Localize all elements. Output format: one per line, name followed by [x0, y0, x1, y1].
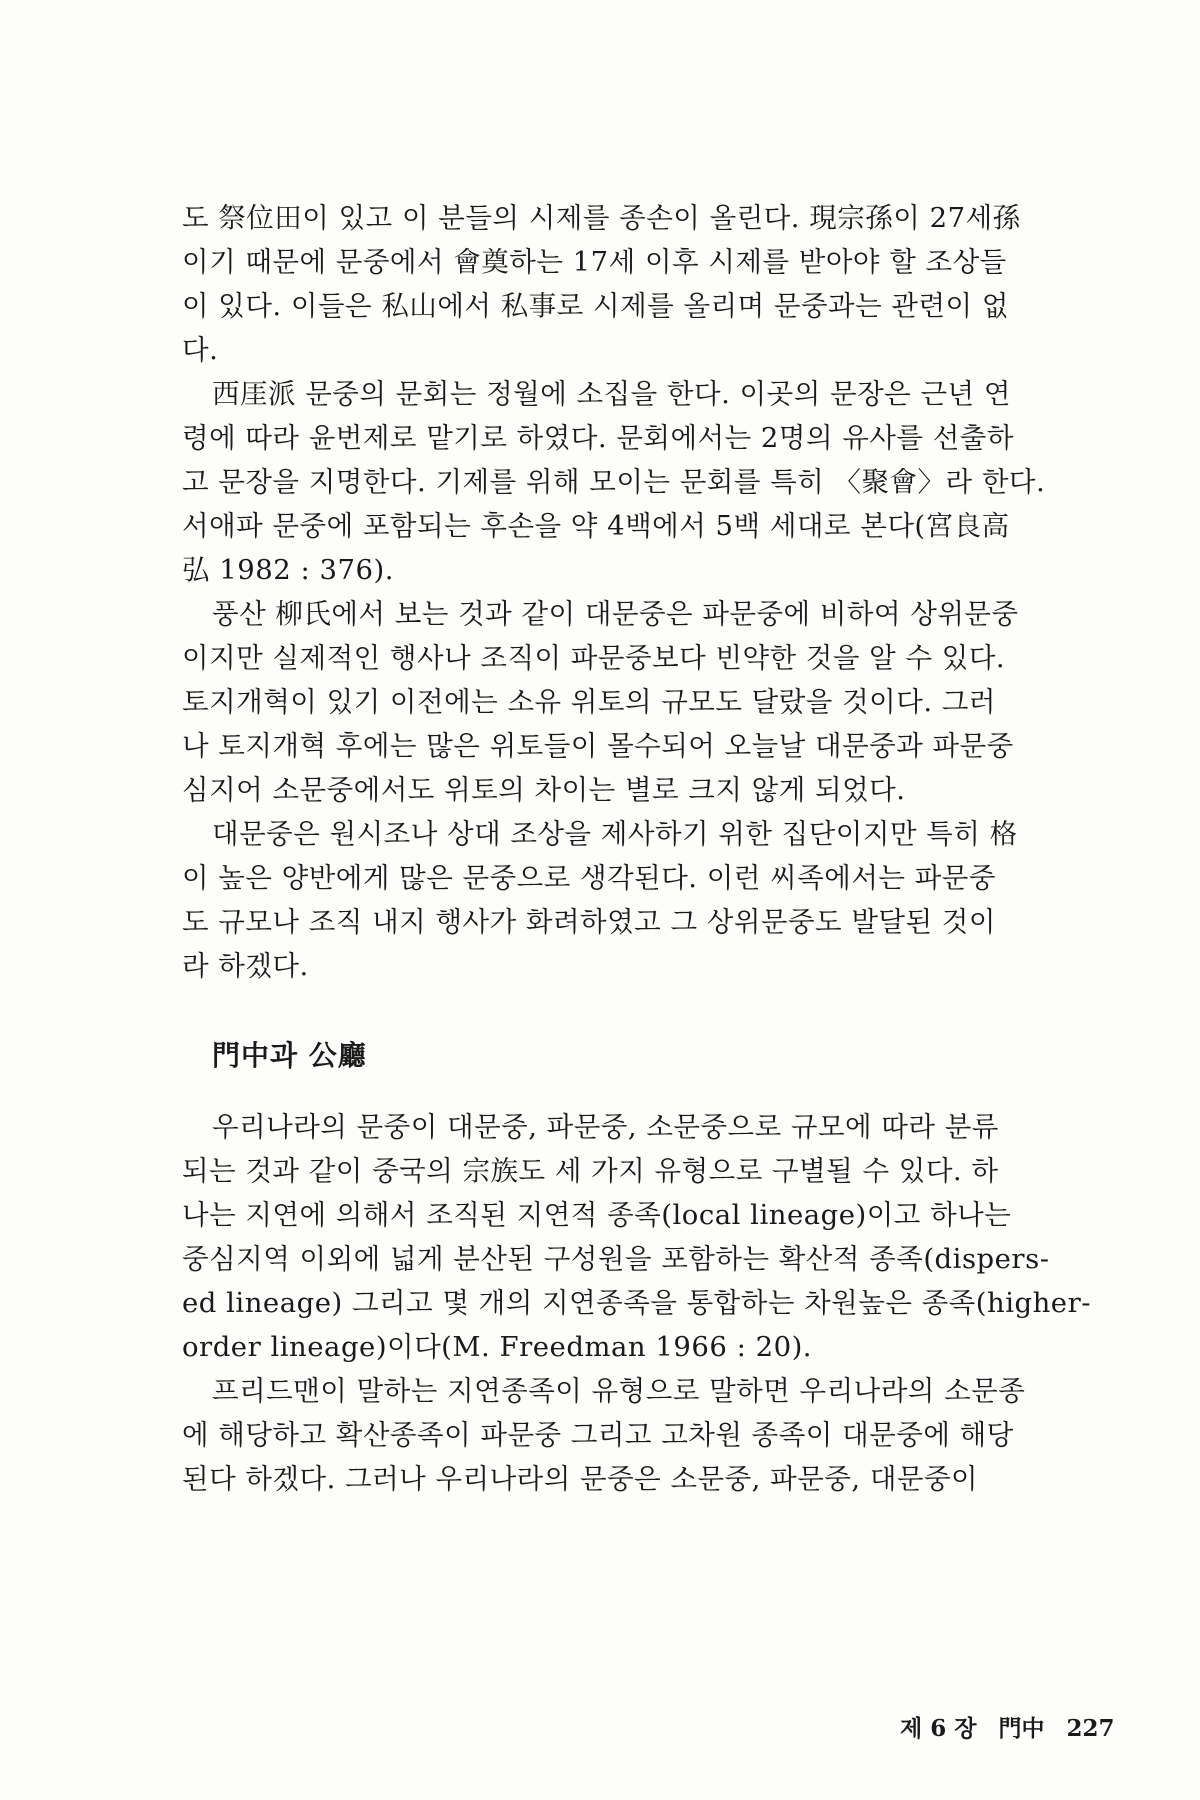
text-line: 이 있다. 이들은 私山에서 私事로 시제를 올리며 문중과는 관련이 없	[182, 290, 1009, 322]
body-text-upper	[182, 196, 1062, 988]
text-line: 도 祭位田이 있고 이 분들의 시제를 종손이 올린다. 現宗孫이 27세孫	[182, 202, 1021, 234]
text-line: 라 하겠다.	[182, 950, 309, 982]
text-line: 심지어 소문중에서도 위토의 차이는 별로 크지 않게 되었다.	[182, 774, 906, 806]
text-line: 도 규모나 조직 내지 행사가 화려하였고 그 상위문중도 발달된 것이	[182, 906, 996, 938]
paragraph	[182, 196, 1062, 372]
text-line: 나는 지연에 의해서 조직된 지연적 종족(local lineage)이고 하나는	[182, 1199, 1012, 1231]
text-line: 이기 때문에 문중에서 會奠하는 17세 이후 시제를 받아야 할 조상들	[182, 246, 1007, 278]
text-line: 고 문장을 지명한다. 기제를 위해 모이는 문회를 특히 〈聚會〉라 한다.	[182, 466, 1046, 498]
text-line: 이 높은 양반에게 많은 문중으로 생각된다. 이런 씨족에서는 파문중	[182, 862, 996, 894]
footer-chapter-title: 門中	[998, 1715, 1045, 1742]
text-line: 된다 하겠다. 그러나 우리나라의 문중은 소문중, 파문중, 대문중이	[182, 1463, 979, 1495]
text-line: 대문중은 원시조나 상대 조상을 제사하기 위한 집단이지만 특히 格	[212, 818, 1018, 850]
paragraph	[182, 812, 1062, 988]
text-line: 프리드맨이 말하는 지연종족이 유형으로 말하면 우리나라의 소문종	[212, 1375, 1026, 1407]
text-line: 弘 1982 : 376).	[182, 554, 394, 586]
text-line: 나 토지개혁 후에는 많은 위토들이 몰수되어 오늘날 대문중과 파문중	[182, 730, 1014, 762]
paragraph	[182, 592, 1062, 812]
page-footer	[900, 1710, 1115, 1743]
text-line: 중심지역 이외에 넓게 분산된 구성원을 포함하는 확산적 종족(dispers-	[182, 1243, 1050, 1275]
text-line: 西厓派 문중의 문회는 정월에 소집을 한다. 이곳의 문장은 근년 연	[212, 378, 1011, 410]
footer-chapter: 제 6 장	[900, 1715, 977, 1742]
text-line: 토지개혁이 있기 이전에는 소유 위토의 규모도 달랐을 것이다. 그러	[182, 686, 996, 718]
text-line: 에 해당하고 확산종족이 파문중 그리고 고차원 종족이 대문중에 해당	[182, 1419, 1014, 1451]
text-line: 우리나라의 문중이 대문중, 파문중, 소문중으로 규모에 따라 분류	[212, 1111, 999, 1143]
text-line: order lineage)이다(M. Freedman 1966 : 20).	[182, 1331, 813, 1363]
paragraph	[182, 1369, 1062, 1501]
text-line: ed lineage) 그리고 몇 개의 지연종족을 통합하는 차원높은 종족(higher-	[182, 1287, 1092, 1319]
paragraph	[182, 372, 1062, 592]
body-text-lower	[182, 1105, 1092, 1501]
page-number: 227	[1066, 1715, 1115, 1742]
paragraph	[182, 1105, 1092, 1369]
text-line: 령에 따라 윤번제로 맡기로 하였다. 문회에서는 2명의 유사를 선출하	[182, 422, 1014, 454]
text-line: 서애파 문중에 포함되는 후손을 약 4백에서 5백 세대로 본다(宮良高	[182, 510, 1010, 542]
text-line: 다.	[182, 334, 219, 366]
text-line: 풍산 柳氏에서 보는 것과 같이 대문중은 파문중에 비하여 상위문중	[212, 598, 1019, 630]
text-line: 이지만 실제적인 행사나 조직이 파문중보다 빈약한 것을 알 수 있다.	[182, 642, 1006, 674]
text-line: 되는 것과 같이 중국의 宗族도 세 가지 유형으로 구별될 수 있다. 하	[182, 1155, 999, 1187]
section-heading: 門中과 公廳	[212, 1039, 367, 1072]
